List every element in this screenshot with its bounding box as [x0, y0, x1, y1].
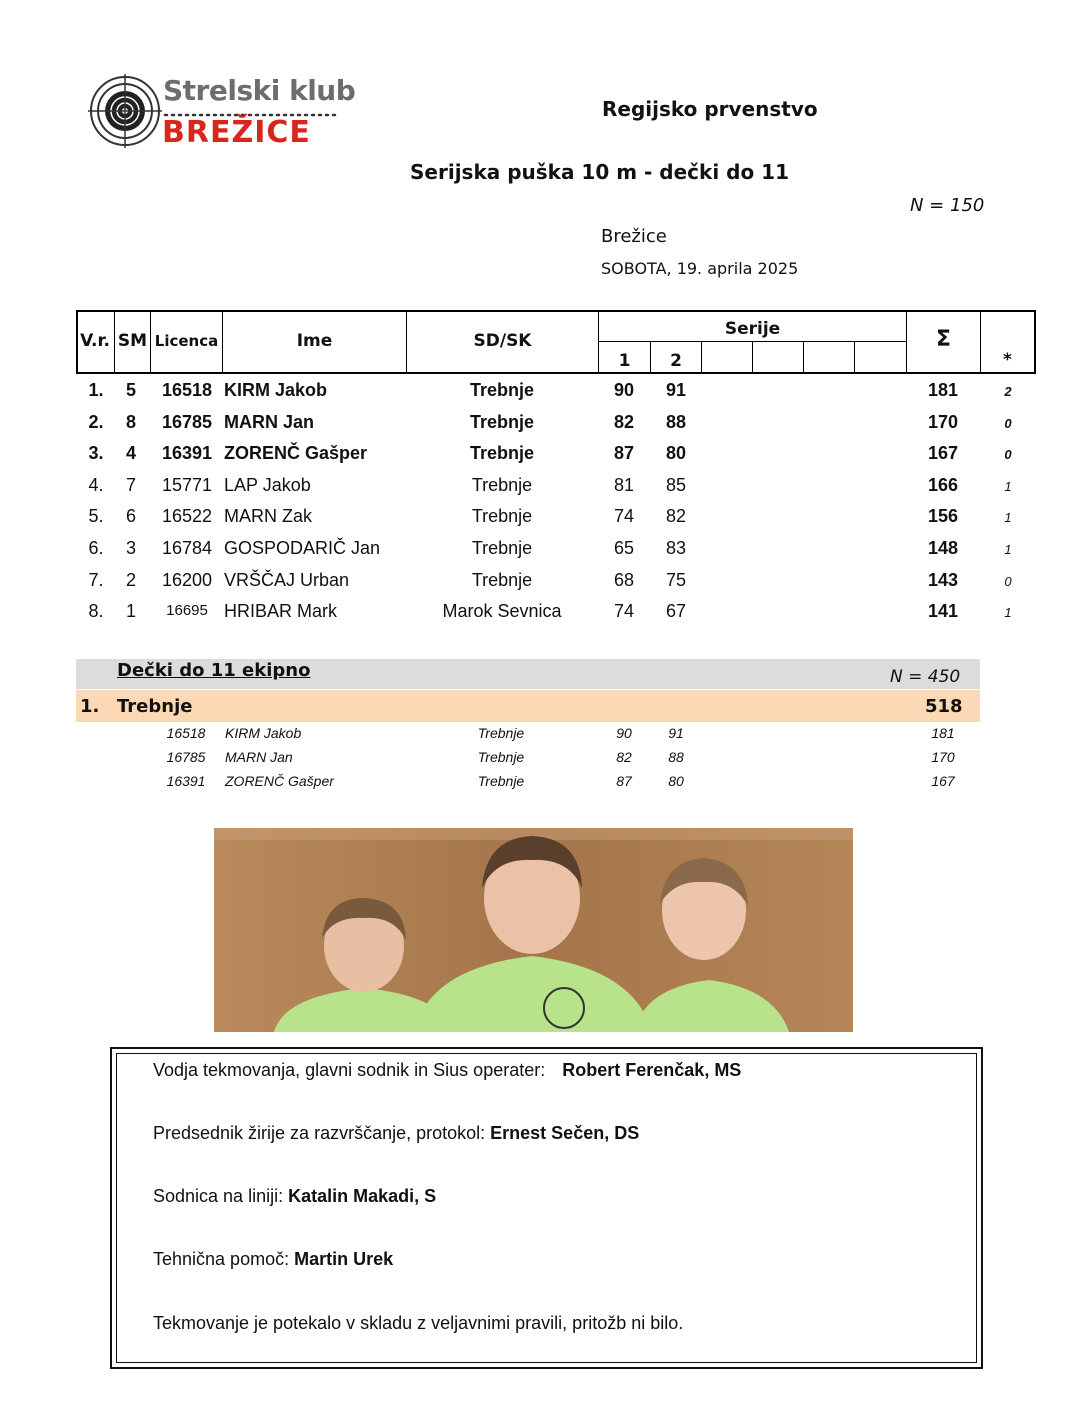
- cell-license: 16522: [161, 506, 213, 527]
- cell-sm: 4: [125, 443, 136, 464]
- cell-name: HRIBAR Mark: [224, 601, 338, 622]
- team-result-row: [76, 690, 980, 722]
- header-rank: V.r.: [80, 331, 110, 351]
- member-s1: 82: [616, 749, 632, 765]
- cell-rank: 2.: [88, 411, 104, 432]
- cell-club: Trebnje: [471, 506, 533, 527]
- cell-name: ZORENČ Gašper: [224, 443, 368, 464]
- cell-club: Trebnje: [469, 380, 535, 400]
- cell-name: MARN Jan: [224, 411, 315, 432]
- member-club: Trebnje: [477, 773, 525, 789]
- cell-x: 1: [1004, 478, 1012, 494]
- header-sum: Σ: [935, 327, 952, 352]
- result-row: [76, 501, 1036, 532]
- officials-statement: Tekmovanje je potekalo v skladu z veljavnimi pravili, pritožb ni bilo.: [153, 1313, 684, 1333]
- cell-s1: 74: [613, 506, 635, 527]
- result-row: [76, 375, 1036, 406]
- cell-license: 16785: [161, 411, 213, 432]
- results-table-header: [76, 310, 1036, 374]
- officials-line-tech: [153, 1249, 393, 1270]
- cell-rank: 4.: [88, 474, 104, 495]
- officials-line-referee: [153, 1186, 436, 1207]
- cell-x: 1: [1004, 542, 1012, 557]
- referee-label: Sodnica na liniji:: [153, 1186, 284, 1206]
- cell-x: 0: [1004, 415, 1012, 431]
- team-section-title: Dečki do 11 ekipno: [117, 660, 311, 681]
- cell-sum: 143: [927, 569, 959, 590]
- member-license: 16391: [166, 773, 206, 789]
- cell-s1: 82: [613, 411, 635, 432]
- cell-x: 0: [1004, 447, 1012, 463]
- header-club: SD/SK: [473, 331, 532, 351]
- team-total: 518: [925, 696, 963, 717]
- member-club: Trebnje: [477, 725, 525, 741]
- cell-rank: 3.: [88, 443, 104, 464]
- cell-sum: 141: [927, 601, 959, 622]
- cell-club: Trebnje: [469, 443, 535, 464]
- member-name: MARN Jan: [225, 749, 293, 765]
- team-n-value: N = 450: [890, 667, 961, 687]
- cell-s1: 65: [613, 538, 635, 558]
- director-suffix: , MS: [704, 1060, 742, 1080]
- member-s2: 91: [668, 725, 684, 741]
- team-rank: 1.: [80, 696, 100, 717]
- header-sm: SM: [117, 331, 148, 351]
- member-sum: 167: [931, 773, 955, 789]
- header-series-2: 2: [670, 351, 682, 371]
- cell-sum: 181: [927, 380, 959, 400]
- tech-label: Tehnična pomoč:: [153, 1249, 290, 1269]
- cell-x: 1: [1004, 605, 1012, 621]
- cell-s2: 88: [665, 411, 687, 432]
- cell-s2: 80: [665, 443, 687, 464]
- cell-name: GOSPODARIČ Jan: [224, 538, 381, 558]
- director-name: Robert Ferenčak: [562, 1060, 705, 1080]
- cell-s2: 83: [665, 538, 687, 558]
- member-s1: 90: [616, 725, 632, 741]
- cell-s2: 75: [665, 569, 687, 590]
- cell-club: Trebnje: [471, 538, 533, 558]
- cell-rank: 6.: [88, 538, 104, 558]
- cell-s1: 87: [613, 443, 635, 464]
- cell-license: 16695: [166, 602, 208, 620]
- cell-x: 0: [1004, 573, 1012, 589]
- result-row: [76, 438, 1036, 469]
- cell-sum: 166: [927, 474, 959, 495]
- cell-sm: 2: [125, 569, 136, 590]
- member-s2: 88: [668, 749, 684, 765]
- result-row: [76, 470, 1036, 501]
- target-logo-icon: [88, 74, 162, 148]
- result-row: [76, 533, 1036, 564]
- cell-s1: 90: [613, 380, 635, 400]
- cell-name: VRŠČAJ Urban: [224, 569, 350, 590]
- cell-rank: 5.: [88, 506, 104, 527]
- cell-s1: 74: [613, 601, 635, 622]
- cell-license: 16784: [161, 538, 213, 558]
- cell-rank: 1.: [88, 380, 104, 400]
- cell-x: 1: [1004, 510, 1012, 526]
- cell-s2: 67: [665, 601, 687, 622]
- result-row: [76, 596, 1036, 627]
- cell-name: LAP Jakob: [224, 474, 311, 495]
- cell-sm: 5: [125, 380, 136, 400]
- discipline-title: Serijska puška 10 m - dečki do 11: [410, 160, 789, 184]
- header-license: Licenca: [154, 332, 219, 350]
- team-member-row: [76, 722, 1036, 746]
- team-member-row: [76, 770, 1036, 794]
- cell-sm: 8: [125, 411, 136, 432]
- competition-date: SOBOTA, 19. aprila 2025: [601, 259, 799, 278]
- cell-sm: 1: [125, 601, 136, 622]
- referee-name: Katalin Makadi, S: [288, 1186, 437, 1206]
- cell-s1: 68: [613, 569, 635, 590]
- cell-rank: 8.: [88, 601, 104, 622]
- officials-line-jury: [153, 1123, 639, 1144]
- member-club: Trebnje: [477, 749, 525, 765]
- cell-sum: 167: [927, 443, 959, 464]
- cell-license: 16200: [161, 569, 213, 590]
- result-row: [76, 565, 1036, 596]
- header-name: Ime: [296, 331, 333, 351]
- cell-sum: 148: [927, 538, 959, 558]
- cell-rank: 7.: [88, 569, 104, 590]
- cell-name: MARN Zak: [224, 506, 313, 527]
- team-name: Trebnje: [117, 696, 193, 717]
- member-license: 16518: [166, 725, 206, 741]
- cell-license: 15771: [161, 474, 213, 495]
- cell-club: Trebnje: [469, 411, 535, 432]
- cell-club: Marok Sevnica: [442, 601, 562, 622]
- director-label: Vodja tekmovanja, glavni sodnik in Sius operater:: [153, 1060, 546, 1080]
- member-s2: 80: [668, 773, 684, 789]
- event-title: Regijsko prvenstvo: [602, 97, 818, 121]
- cell-sum: 170: [927, 411, 959, 432]
- cell-sum: 156: [927, 506, 959, 527]
- member-license: 16785: [166, 749, 206, 765]
- member-name: KIRM Jakob: [225, 725, 302, 741]
- team-member-row: [76, 746, 1036, 770]
- n-value: N = 150: [910, 195, 985, 216]
- header-series-1: 1: [618, 351, 631, 371]
- cell-sm: 3: [125, 538, 136, 558]
- header-series: Serije: [724, 319, 781, 339]
- cell-x: 2: [1004, 384, 1012, 399]
- cell-s2: 82: [665, 506, 687, 527]
- team-photo: [214, 828, 853, 1032]
- member-s1: 87: [616, 773, 632, 789]
- member-sum: 170: [931, 749, 955, 765]
- officials-line-director: [153, 1060, 741, 1081]
- tech-name: Martin Urek: [294, 1249, 394, 1269]
- member-name: ZORENČ Gašper: [225, 773, 334, 789]
- cell-s1: 81: [613, 474, 635, 495]
- cell-sm: 7: [125, 474, 136, 495]
- cell-sm: 6: [125, 506, 136, 527]
- jury-label: Predsednik žirije za razvrščanje, protokol:: [153, 1123, 486, 1143]
- header-x: *: [1003, 350, 1012, 370]
- cell-club: Trebnje: [471, 569, 533, 590]
- competition-place: Brežice: [601, 226, 667, 247]
- cell-name: KIRM Jakob: [224, 380, 328, 400]
- logo-city-name: BREŽICE: [162, 115, 311, 150]
- member-sum: 181: [931, 725, 955, 741]
- cell-s2: 85: [665, 474, 687, 495]
- result-row: [76, 407, 1036, 438]
- cell-license: 16518: [161, 380, 213, 400]
- cell-license: 16391: [161, 443, 213, 464]
- cell-club: Trebnje: [471, 474, 533, 495]
- cell-s2: 91: [665, 380, 687, 400]
- jury-name: Ernest Sečen, DS: [490, 1123, 640, 1143]
- logo-club-name: Strelski klub: [163, 74, 356, 107]
